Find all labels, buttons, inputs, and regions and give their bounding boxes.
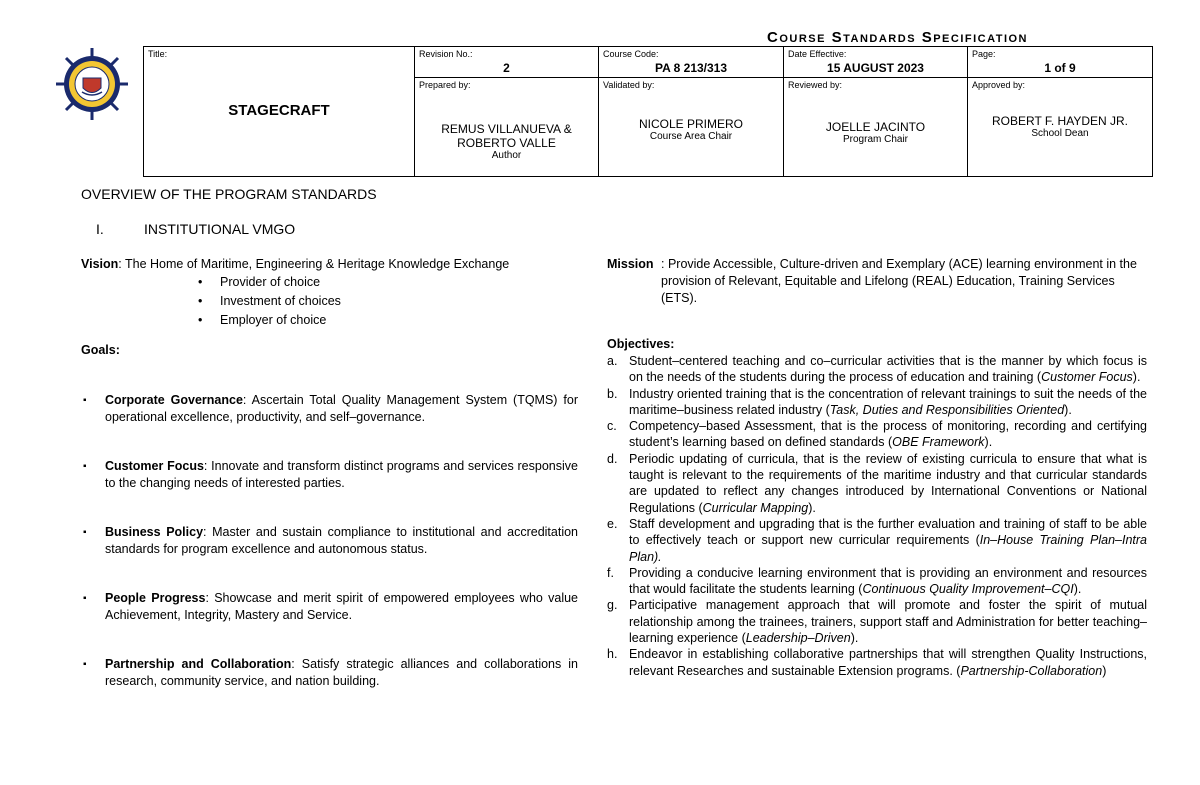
validated-by-name: NICOLE PRIMERO — [638, 117, 743, 131]
approved-by-label: Approved by: — [972, 80, 1026, 90]
goal-item — [81, 392, 578, 426]
title-label: Title: — [148, 49, 168, 59]
objective-item — [607, 353, 1147, 386]
prepared-by-cell — [415, 78, 599, 177]
objective-letter: g. — [607, 598, 618, 613]
section-number: I. — [96, 221, 104, 237]
course-code-value: PA 8 213/313 — [654, 61, 728, 75]
revision-cell — [415, 47, 599, 78]
objective-item — [607, 516, 1147, 565]
objective-text: Industry oriented training that is the concentration of relevant trainings to suit the needs of the maritime–business related industry ( — [629, 386, 1147, 417]
goals-list — [81, 392, 578, 690]
course-header-table — [143, 46, 1153, 177]
objective-emphasis: Task, Duties and Responsibilities Oriented — [829, 402, 1065, 417]
objective-text: Providing a conducive learning environment that is providing an environment and resources that would facilitate the students learning ( — [629, 565, 1147, 597]
prepared-by-name: REMUS VILLANUEVA & ROBERTO VALLE — [441, 122, 572, 150]
goal-title: Customer Focus — [105, 459, 204, 473]
document-type-title: Course Standards Specification — [767, 29, 1028, 46]
objective-letter: c. — [607, 419, 617, 434]
objective-letter: h. — [607, 647, 618, 662]
objective-end: ). — [1064, 402, 1072, 417]
vision-text: : The Home of Maritime, Engineering & Heritage Knowledge Exchange — [118, 257, 510, 271]
goal-text: : Ascertain Total Quality Management System (TQMS) for operational excellence, productivity, and self–governance. — [105, 393, 578, 424]
date-effective-value: 15 AUGUST 2023 — [827, 61, 924, 75]
objectives-list — [607, 353, 1147, 679]
goal-item — [81, 590, 578, 624]
objective-emphasis: OBE Framework — [892, 435, 985, 450]
goal-text: : Master and sustain compliance to institutional and accreditation standards for program excellence and autonomous status. — [105, 525, 579, 556]
right-column — [607, 256, 1147, 679]
objective-emphasis: In–House Training Plan–Intra Plan). — [629, 533, 1148, 564]
goal-text: : Satisfy strategic alliances and collaborations in research, community service, and nation building. — [105, 657, 579, 688]
objective-end: ) — [1102, 663, 1107, 678]
date-effective-label: Date Effective: — [788, 49, 847, 59]
page-label: Page: — [972, 49, 996, 59]
approved-by-cell — [968, 78, 1153, 177]
revision-label: Revision No.: — [419, 49, 473, 59]
goal-title: Partnership and Collaboration — [105, 657, 292, 671]
vision-bullet: • Investment of choices — [196, 292, 578, 311]
left-column — [81, 256, 578, 722]
goal-title: Corporate Governance — [105, 393, 243, 407]
title-cell — [144, 47, 415, 177]
objective-item — [607, 386, 1147, 419]
objective-item — [607, 597, 1147, 646]
objective-letter: f. — [607, 565, 614, 580]
objectives-label: Objectives: — [607, 337, 675, 351]
objective-end: ). — [808, 500, 816, 515]
prepared-by-role: Author — [491, 150, 522, 161]
goal-text: : Innovate and transform distinct programs and services responsive to the changing needs of interested parties. — [105, 459, 578, 490]
objective-end: ). — [850, 631, 859, 646]
validated-by-label: Validated by: — [603, 80, 655, 90]
page-value: 1 of 9 — [1044, 61, 1076, 75]
reviewed-by-cell — [784, 78, 968, 177]
section-title: INSTITUTIONAL VMGO — [144, 221, 296, 237]
objective-emphasis: Continuous Quality Improvement–CQI — [862, 582, 1074, 597]
mission-text: : Provide Accessible, Culture-driven and Exemplary (ACE) learning environment in the provision of Relevant, Equitable and Lifelong (REAL) Education, Training Services (ETS). — [661, 257, 1137, 305]
section-heading — [96, 221, 295, 237]
mission-label: Mission — [607, 257, 654, 271]
goals-label: Goals: — [81, 343, 120, 357]
vision-bullet-list — [81, 273, 578, 330]
objective-end: ). — [984, 435, 993, 450]
approved-by-role: School Dean — [1031, 128, 1089, 139]
objective-item — [607, 646, 1147, 679]
goal-text: : Showcase and merit spirit of empowered employees who value Achievement, Integrity, Mastery and Service. — [105, 591, 578, 622]
objective-text: Participative management approach that will promote and foster the spirit of mutual relationship among the trainees, trainers, support staff and Administration for better teaching–learning experience ( — [629, 598, 1147, 646]
reviewed-by-role: Program Chair — [842, 134, 909, 145]
objective-text: Staff development and upgrading that is the further evaluation and training of staff to be able to effectively teach or support new curricular requirements ( — [629, 516, 1147, 548]
overview-heading: OVERVIEW OF THE PROGRAM STANDARDS — [81, 186, 377, 202]
mission-block — [607, 256, 1147, 307]
goal-item — [81, 656, 578, 690]
vision-line — [81, 256, 578, 273]
page-cell — [968, 47, 1153, 78]
objective-emphasis: Customer Focus — [1041, 370, 1133, 385]
objectives-heading — [607, 336, 1147, 353]
objective-item — [607, 418, 1147, 451]
validated-by-role: Course Area Chair — [649, 131, 733, 142]
objective-emphasis: Curricular Mapping — [702, 500, 809, 515]
objective-item — [607, 565, 1147, 598]
validated-by-cell — [599, 78, 784, 177]
objective-text: Student–centered teaching and co–curricular activities that is the manner by which focus is on the needs of the students during the process of education and training ( — [629, 354, 1147, 385]
objective-text: Periodic updating of curricula, that is the review of existing curricula to ensure that what is taught is relevant to the requirements of the maritime industry and that curricular standards are updated to reflect any changes introduced by International Conventions or National Regulations ( — [629, 451, 1147, 515]
goal-title: People Progress — [105, 591, 206, 605]
reviewed-by-name: JOELLE JACINTO — [825, 120, 926, 134]
date-effective-cell — [784, 47, 968, 78]
objective-emphasis: Partnership-Collaboration — [960, 663, 1103, 678]
course-code-label: Course Code: — [603, 49, 659, 59]
objective-end: ). — [1073, 582, 1082, 597]
reviewed-by-label: Reviewed by: — [788, 80, 843, 90]
prepared-by-label: Prepared by: — [419, 80, 471, 90]
objective-text: Endeavor in establishing collaborative partnerships that will strengthen Quality Instructions, relevant Researches and sustainable Extension programs. ( — [629, 647, 1147, 678]
school-seal-logo — [56, 46, 128, 126]
objective-letter: e. — [607, 516, 618, 531]
objective-letter: d. — [607, 451, 618, 466]
course-title: STAGECRAFT — [228, 102, 330, 119]
objective-text: Competency–based Assessment, that is the process of monitoring, recording and certifying student’s learning based on defined standards ( — [629, 419, 1147, 450]
objective-letter: b. — [607, 386, 618, 401]
course-code-cell — [599, 47, 784, 78]
vision-bullet: • Employer of choice — [196, 311, 578, 330]
objective-end: ). — [1132, 370, 1141, 385]
objective-letter: a. — [607, 354, 618, 368]
goal-item — [81, 524, 578, 558]
goals-heading — [81, 342, 578, 359]
goal-title: Business Policy — [105, 525, 204, 539]
revision-value: 2 — [503, 61, 510, 75]
vision-label: Vision — [81, 257, 119, 271]
objective-emphasis: Leadership–Driven — [745, 631, 851, 646]
approved-by-name: ROBERT F. HAYDEN JR. — [991, 114, 1129, 128]
objective-item — [607, 451, 1147, 516]
goal-item — [81, 458, 578, 492]
vision-bullet: • Provider of choice — [196, 273, 578, 292]
